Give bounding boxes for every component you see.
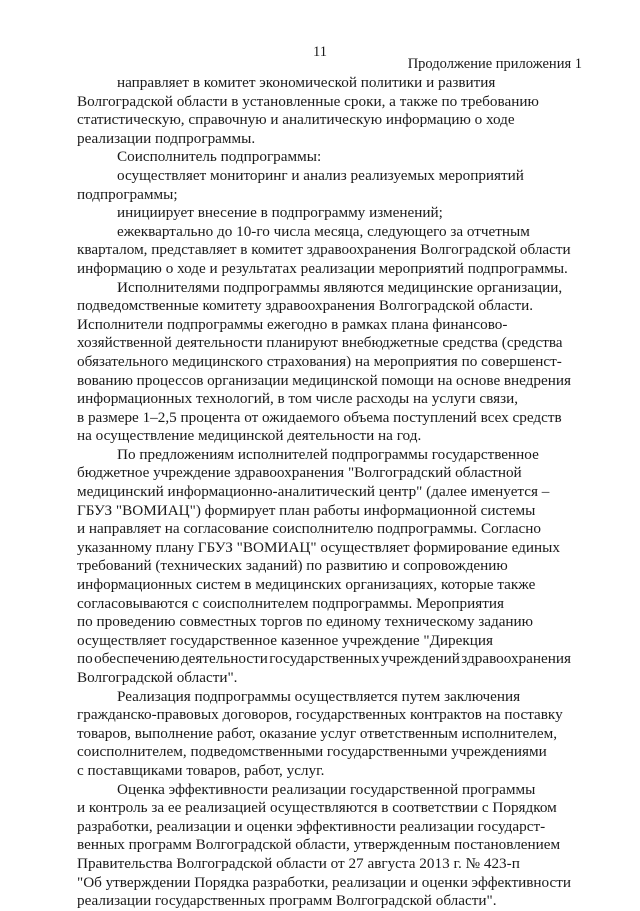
paragraph	[77, 279, 571, 446]
text-line: Правительства Волгоградской области от 27 августа 2013 г. № 423-п	[77, 854, 520, 872]
text-line: кварталом, представляет в комитет здравоохранения Волгоградской области	[77, 241, 571, 259]
text-line: инициирует внесение в подпрограмму изменений;	[117, 204, 443, 222]
text-line: По предложениям исполнителей подпрограммы государственное	[117, 445, 539, 463]
text-line: реализации подпрограммы.	[77, 129, 256, 147]
text-line: с поставщиками товаров, работ, услуг.	[77, 761, 325, 779]
page-number: 11	[313, 44, 327, 60]
text-line: хозяйственной деятельности планируют внебюджетные средства (средства	[77, 334, 563, 352]
text-line: осуществляет мониторинг и анализ реализуемых мероприятий	[117, 166, 524, 184]
text-line: реализации государственных программ Волгоградской области".	[77, 892, 497, 910]
text-line: вованию процессов организации медицинской помощи на основе внедрения	[77, 371, 571, 389]
text-line: информационных систем в медицинских организациях, которые также	[77, 576, 536, 594]
text-line: информационных технологий, в том числе расходы на услуги связи,	[77, 390, 519, 408]
text-line: подведомственные комитету здравоохранения Волгоградской области.	[77, 297, 534, 315]
text-line: ГБУЗ "ВОМИАЦ") формирует план работы информационной системы	[77, 501, 536, 519]
text-line: Волгоградской области".	[77, 669, 238, 686]
document-body	[77, 74, 571, 911]
text-line: соисполнителем, подведомственными государственными учреждениями	[77, 743, 547, 761]
text-line: бюджетное учреждение здравоохранения "Волгоградский областной	[77, 464, 522, 482]
paragraph	[77, 204, 571, 223]
text-line: венных программ Волгоградской области, утвержденным постановлением	[77, 836, 561, 854]
text-line: по обеспечению деятельности государственных учреждений здравоохранения	[77, 650, 571, 668]
text-line: подпрограммы;	[77, 185, 178, 203]
text-line: товаров, выполнение работ, оказание услуг ответственным исполнителем,	[77, 724, 557, 742]
text-line: требований (технических заданий) по развитию и сопровождению	[77, 557, 508, 575]
paragraph	[77, 688, 571, 781]
text-line: согласовываются с соисполнителем подпрограммы. Мероприятия	[77, 594, 504, 612]
paragraph	[77, 74, 571, 148]
paragraph	[77, 148, 571, 167]
text-line: осуществляет государственное казенное учреждение "Дирекция	[77, 631, 494, 649]
text-line: разработки, реализации и оценки эффективности реализации государст-	[77, 817, 546, 835]
text-line: Реализация подпрограммы осуществляется путем заключения	[117, 687, 521, 705]
text-line: ежеквартально до 10-го числа месяца, следующего за отчетным	[117, 222, 530, 240]
paragraph	[77, 167, 571, 204]
text-line: по проведению совместных торгов по единому техническому заданию	[77, 613, 534, 631]
text-line: на осуществление медицинской деятельности на год.	[77, 427, 422, 445]
text-line: в размере 1–2,5 процента от ожидаемого объема поступлений всех средств	[77, 408, 562, 426]
text-line: "Об утверждении Порядка разработки, реализации и оценки эффективности	[77, 873, 571, 891]
text-line: и контроль за ее реализацией осуществляются в соответствии с Порядком	[77, 799, 557, 817]
text-line: указанному плану ГБУЗ "ВОМИАЦ" осуществляет формирование единых	[77, 538, 560, 556]
text-line: направляет в комитет экономической политики и развития	[117, 74, 496, 91]
header-note: Продолжение приложения 1	[407, 56, 582, 72]
text-line: Соисполнитель подпрограммы:	[117, 148, 322, 166]
paragraph	[77, 781, 571, 911]
text-line: медицинский информационно-аналитический центр" (далее именуется –	[77, 483, 550, 501]
text-line: Исполнителями подпрограммы являются медицинские организации,	[117, 278, 563, 296]
text-line: информацию о ходе и результатах реализации мероприятий подпрограммы.	[77, 259, 568, 277]
text-line: статистическую, справочную и аналитическую информацию о ходе	[77, 111, 515, 129]
paragraph	[77, 446, 571, 688]
paragraph	[77, 223, 571, 279]
text-line: Оценка эффективности реализации государственной программы	[117, 780, 536, 798]
text-line: гражданско-правовых договоров, государственных контрактов на поставку	[77, 706, 563, 724]
text-line: Волгоградской области в установленные сроки, а также по требованию	[77, 92, 539, 110]
text-line: Исполнители подпрограммы ежегодно в рамках плана финансово-	[77, 315, 508, 333]
text-line: обязательного медицинского страхования) на мероприятия по совершенст-	[77, 352, 562, 370]
text-line: и направляет на согласование соисполнителю подпрограммы. Согласно	[77, 520, 541, 538]
